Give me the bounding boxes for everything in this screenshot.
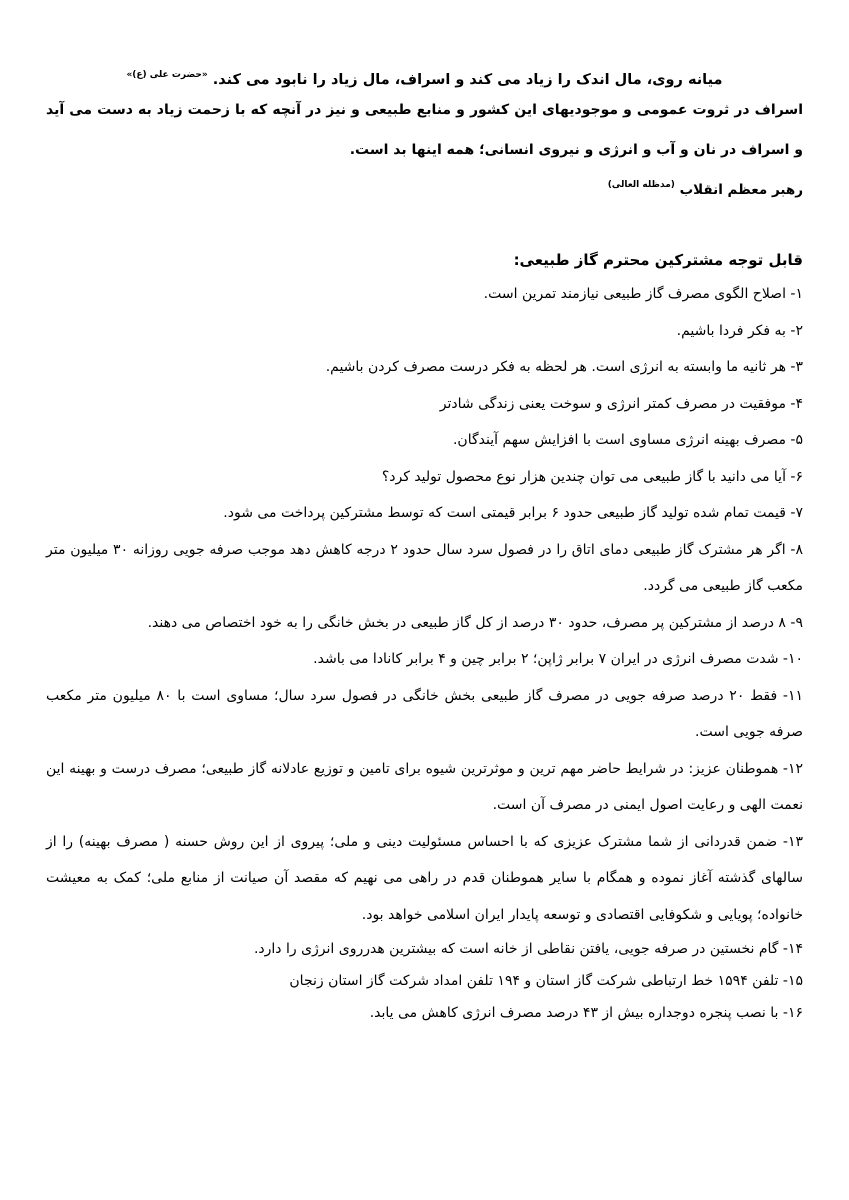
list-item: ۱۳- ضمن قدردانی از شما مشترک عزیزی که با احساس مسئولیت دینی و ملی؛ پیروی از این روش حسنه ( مصرف بهینه) را از سالهای گذشته آغاز نموده و همگام با سایر هموطنان قدم در راهی می نهیم که مقصد آن صیانت از منابع ملی؛ کمک به معیشت خانواده؛ پویایی و شکوفایی اقتصادی و توسعه پایدار ایران اسلامی خواهد بود. <box>46 833 803 923</box>
list-item: ۱۴- گام نخستین در صرفه جویی، یافتن نقاطی از خانه است که بیشترین هدرروی انرژی را دارد. <box>253 941 803 957</box>
hadith-source: «حضرت علی (ع)» <box>126 70 208 80</box>
quote-block <box>46 60 803 205</box>
notice-list <box>46 276 803 933</box>
leader-quote: اسراف در ثروت عمومی و موجودیهای این کشور و منابع طبیعی و نیز در آنچه که با زحمت زیاد به دست می آید و اسراف در نان و آب و انرژی و نیروی انسانی؛ همه اینها بد است. <box>46 102 803 158</box>
attribution-note: (مدظله العالی) <box>607 180 675 190</box>
list-item: ۱- اصلاح الگوی مصرف گاز طبیعی نیازمند تمرین است. <box>483 286 803 302</box>
consumer-notice <box>46 244 803 1029</box>
attribution-name: رهبر معظم انقلاب <box>679 182 803 198</box>
leader-attribution <box>46 170 803 205</box>
list-item: ۸- اگر هر مشترک گاز طبیعی دمای اتاق را در فصول سرد سال حدود ۲ درجه کاهش دهد موجب صرفه جویی روزانه ۳۰ میلیون متر مکعب گاز طبیعی می گردد. <box>46 541 804 594</box>
list-item: ۲- به فکر فردا باشیم. <box>676 322 803 339</box>
list-item: ۵- مصرف بهینه انرژی مساوی است با افزایش سهم آیندگان. <box>452 432 803 448</box>
list-item: ۱۶- با نصب پنجره دوجداره بیش از ۴۳ درصد مصرف انرژی کاهش می یابد. <box>369 1005 803 1021</box>
list-item: ۶- آیا می دانید با گاز طبیعی می توان چندین هزار نوع محصول تولید کرد؟ <box>381 468 803 485</box>
list-item: ۱۱- فقط ۲۰ درصد صرفه جویی در مصرف گاز طبیعی بخش خانگی در فصول سرد سال؛ مساوی است با ۸۰ میلیون متر مکعب صرفه جویی است. <box>46 687 803 740</box>
list-item: ۷- قیمت تمام شده تولید گاز طبیعی حدود ۶ برابر قیمتی است که توسط مشترکین پرداخت می شود. <box>223 505 803 521</box>
list-item: ۱۰- شدت مصرف انرژی در ایران ۷ برابر ژاپن؛ ۲ برابر چین و ۴ برابر کانادا می باشد. <box>313 651 803 667</box>
notice-list-tail <box>46 933 803 1029</box>
hadith-quote <box>46 60 803 90</box>
hadith-text: میانه روی، مال اندک را زیاد می کند و اسراف، مال زیاد را نابود می کند. <box>212 72 723 88</box>
list-item: ۳- هر ثانیه ما وابسته به انرژی است. هر لحظه به فکر درست مصرف کردن باشیم. <box>325 359 803 375</box>
notice-title: قابل توجه مشترکین محترم گاز طبیعی: <box>513 251 803 269</box>
list-item: ۱۲- هموطنان عزیز: در شرایط حاضر مهم ترین و موثرترین شیوه برای تامین و توزیع عادلانه گاز طبیعی؛ مصرف درست و بهینه این نعمت الهی و رعایت اصول ایمنی در مصرف آن است. <box>46 760 803 813</box>
list-item: ۹- ۸ درصد از مشترکین پر مصرف، حدود ۳۰ درصد از کل گاز طبیعی در بخش خانگی را به خود اختصاص می دهند. <box>147 614 803 631</box>
list-item: ۴- موفقیت در مصرف کمتر انرژی و سوخت یعنی زندگی شادتر <box>439 395 803 412</box>
list-item: ۱۵- تلفن ۱۵۹۴ خط ارتباطی شرکت گاز استان و ۱۹۴ تلفن امداد شرکت گاز استان زنجان <box>289 973 803 989</box>
